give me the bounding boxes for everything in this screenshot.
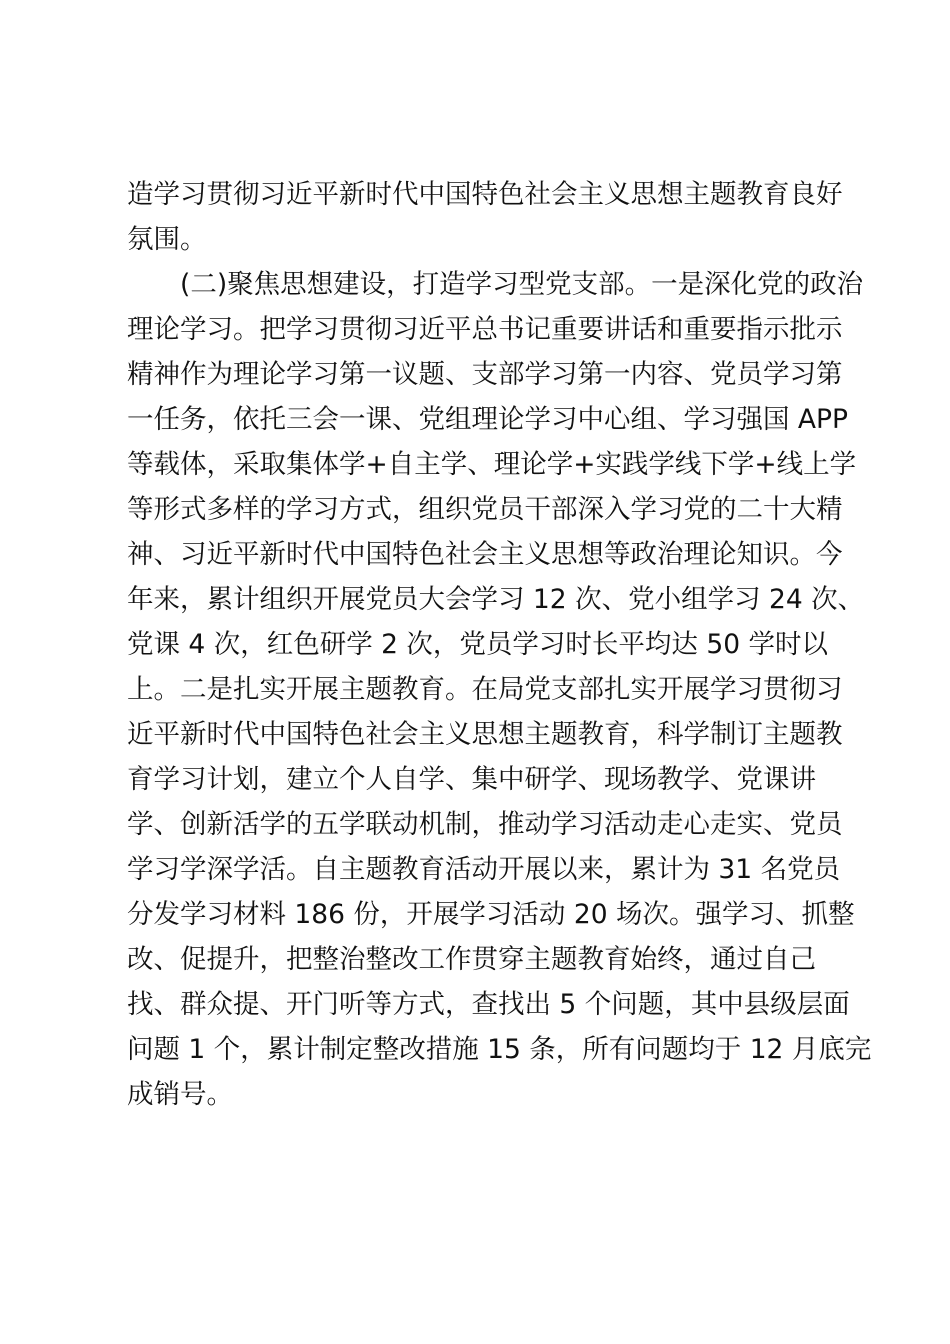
text-line: 找、群众提、开门听等方式，查找出 5 个问题，其中县级层面 [127,989,850,1020]
text-line: 精神作为理论学习第一议题、支部学习第一内容、党员学习第 [127,359,843,390]
text-line: 一任务，依托三会一课、党组理论学习中心组、学习强国 APP [127,404,849,435]
text-line: 分发学习材料 186 份，开展学习活动 20 场次。强学习、抓整 [127,899,855,930]
text-line: 学习学深学活。自主题教育活动开展以来，累计为 31 名党员 [127,854,841,885]
text-line: 理论学习。把学习贯彻习近平总书记重要讲话和重要指示批示 [127,314,843,345]
text-line: 氛围。 [127,224,207,255]
text-line: 等载体，采取集体学+自主学、理论学+实践学线下学+线上学 [127,449,857,480]
text-line: 神、习近平新时代中国特色社会主义思想等政治理论知识。今 [127,539,843,570]
section-heading-line: (二)聚焦思想建设，打造学习型党支部。一是深化党的政治 [180,269,864,300]
text-line: 上。二是扎实开展主题教育。在局党支部扎实开展学习贯彻习 [127,674,843,705]
text-line: 成销号。 [127,1079,233,1110]
text-line: 党课 4 次，红色研学 2 次，党员学习时长平均达 50 学时以 [127,629,828,660]
text-line: 学、创新活学的五学联动机制，推动学习活动走心走实、党员 [127,809,843,840]
document-body [127,172,872,1117]
text-line: 育学习计划，建立个人自学、集中研学、现场教学、党课讲 [127,764,816,795]
text-line: 造学习贯彻习近平新时代中国特色社会主义思想主题教育良好 [127,179,843,210]
text-line: 改、促提升，把整治整改工作贯穿主题教育始终，通过自己 [127,944,816,975]
text-line: 近平新时代中国特色社会主义思想主题教育，科学制订主题教 [127,719,843,750]
text-line: 等形式多样的学习方式，组织党员干部深入学习党的二十大精 [127,494,843,525]
text-line: 问题 1 个，累计制定整改措施 15 条，所有问题均于 12 月底完 [127,1034,872,1065]
text-line: 年来，累计组织开展党员大会学习 12 次、党小组学习 24 次、 [127,584,865,615]
